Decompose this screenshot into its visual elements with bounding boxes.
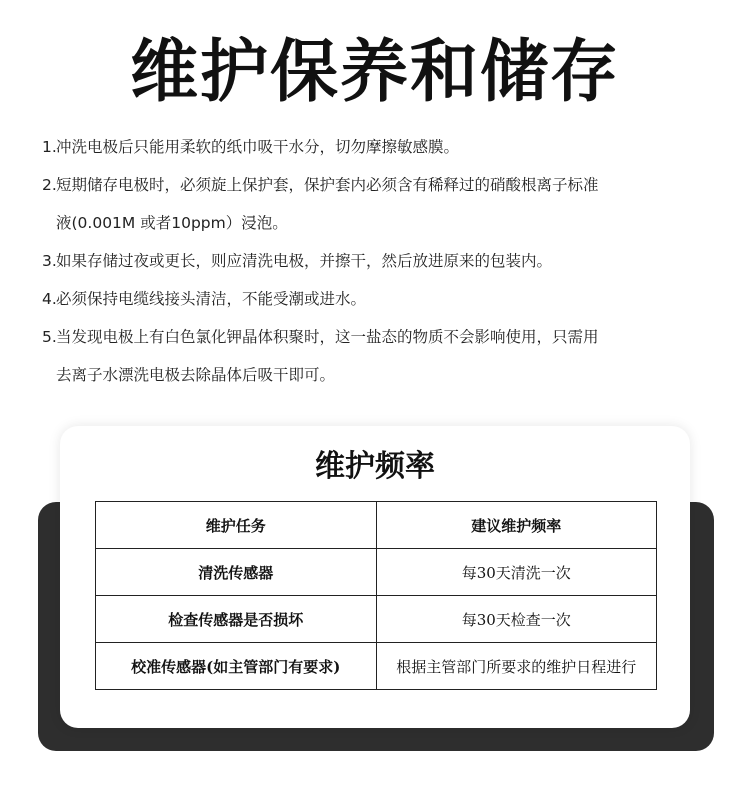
item-text: 当发现电极上有白色氯化钾晶体积聚时，这一盐态的物质不会影响使用，只需用 [56,328,599,346]
table-header-row [96,502,657,549]
item-number: 5. [42,328,57,346]
item-text: 短期储存电极时，必须旋上保护套，保护套内必须含有稀释过的硝酸根离子标准 [56,176,599,194]
card-title: 维护频率 [315,449,435,484]
table-row [96,549,657,596]
instruction-item [42,166,712,242]
task-cell: 校准传感器(如主管部门有要求) [96,643,377,690]
table-row [96,643,657,690]
instruction-list [42,128,712,394]
frequency-table [95,501,657,690]
frequency-cell: 每30天检查一次 [376,596,657,643]
item-text: 如果存储过夜或更长，则应清洗电极，并擦干，然后放进原来的包装内。 [56,252,553,270]
column-header-task: 维护任务 [96,502,377,549]
instruction-item [42,280,712,318]
page-title: 维护保养和储存 [129,33,620,112]
item-number: 3. [42,252,57,270]
instruction-item [42,128,712,166]
item-text: 冲洗电极后只能用柔软的纸巾吸干水分，切勿摩擦敏感膜。 [56,138,460,156]
instruction-item [42,242,712,280]
item-number: 1. [42,138,57,156]
item-number: 2. [42,176,57,194]
instruction-item [42,318,712,394]
item-continuation: 液(0.001M 或者10ppm）浸泡。 [56,214,288,232]
frequency-cell: 每30天清洗一次 [376,549,657,596]
item-number: 4. [42,290,57,308]
item-continuation: 去离子水漂洗电极去除晶体后吸干即可。 [56,366,336,384]
column-header-frequency: 建议维护频率 [376,502,657,549]
table-row [96,596,657,643]
task-cell: 清洗传感器 [96,549,377,596]
item-text: 必须保持电缆线接头清洁，不能受潮或进水。 [56,290,367,308]
task-cell: 检查传感器是否损坏 [96,596,377,643]
maintenance-frequency-card [60,426,690,728]
frequency-cell: 根据主管部门所要求的维护日程进行 [376,643,657,690]
